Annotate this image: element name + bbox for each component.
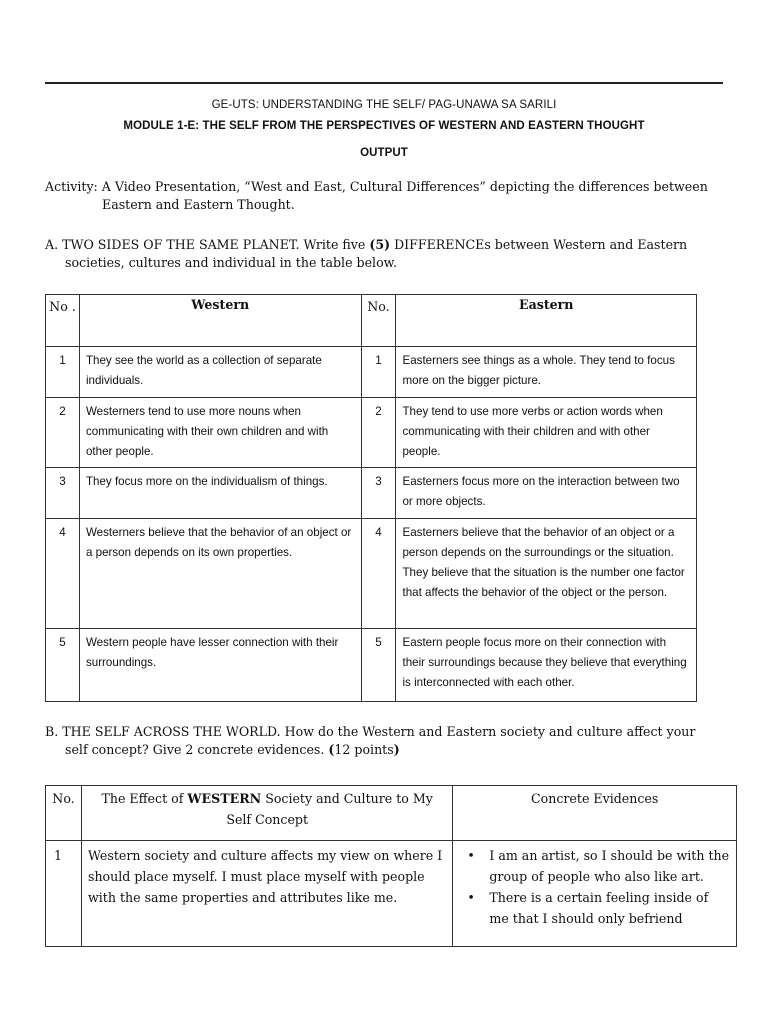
evidence-list <box>459 845 730 929</box>
course-title: GE-UTS: UNDERSTANDING THE SELF/ PAG-UNAWA SA SARILI <box>211 99 557 111</box>
section-b-points: 12 points <box>334 742 394 757</box>
eastern-cell: They tend to use more verbs or action words when communicating with their children and with other people. <box>396 398 697 468</box>
row-number: 4 <box>46 519 80 629</box>
eastern-cell: Easterners see things as a whole. They tend to focus more on the bigger picture. <box>396 347 697 398</box>
row-number: 3 <box>361 468 396 519</box>
row-number: 4 <box>361 519 396 629</box>
section-b-line-1: B. THE SELF ACROSS THE WORLD. How do the Western and Eastern society and culture affect your <box>45 724 696 739</box>
western-cell: They focus more on the individualism of things. <box>79 468 361 519</box>
module-title: MODULE 1-E: THE SELF FROM THE PERSPECTIVES OF WESTERN AND EASTERN THOUGHT <box>123 120 645 132</box>
section-a-count: (5) <box>369 237 391 252</box>
eastern-cell: Easterners believe that the behavior of an object or a person depends on the surroundings or the situation. They believe that the situation is the number one factor that affects the behavior of the object or the person. <box>396 519 697 629</box>
differences-table <box>45 294 697 702</box>
table-row <box>46 468 697 519</box>
row-number: 5 <box>361 629 396 702</box>
row-number: 1 <box>46 841 82 947</box>
header-rule <box>45 82 723 84</box>
row-number: 2 <box>361 398 396 468</box>
header-no-eastern: No. <box>361 295 396 347</box>
eastern-cell: Easterners focus more on the interaction between two or more objects. <box>396 468 697 519</box>
header-western: Western <box>79 295 361 347</box>
output-heading: OUTPUT <box>360 147 408 159</box>
row-number: 5 <box>46 629 80 702</box>
table-header-row <box>46 295 697 347</box>
section-a-instructions <box>45 236 725 272</box>
table-row <box>46 841 737 947</box>
header-no-western: No . <box>46 295 80 347</box>
row-number: 1 <box>46 347 80 398</box>
header-effect <box>81 786 452 841</box>
row-number: 2 <box>46 398 80 468</box>
self-concept-table <box>45 785 737 947</box>
effect-cell: Western society and culture affects my view on where I should place myself. I must place myself with people with the same properties and attributes like me. <box>81 841 452 947</box>
western-cell: Westerners tend to use more nouns when communicating with their own children and with other people. <box>79 398 361 468</box>
list-item: • There is a certain feeling inside of me that I should only befriend <box>489 887 730 929</box>
table-row <box>46 629 697 702</box>
table-row <box>46 398 697 468</box>
section-a-prefix: A. TWO SIDES OF THE SAME PLANET. Write five <box>45 237 370 252</box>
table-row <box>46 347 697 398</box>
table-header-row <box>46 786 737 841</box>
section-b-line-2: self concept? Give 2 concrete evidences. <box>65 742 329 757</box>
header-effect-western: WESTERN <box>187 791 262 806</box>
section-a-suffix: DIFFERENCEs between Western and Eastern <box>390 237 688 252</box>
list-item: • I am an artist, so I should be with the group of people who also like art. <box>489 845 730 887</box>
section-b-open-paren: ( <box>328 742 335 757</box>
header-no: No. <box>46 786 82 841</box>
section-b-instructions <box>45 723 725 759</box>
section-b-close-paren: ) <box>393 742 400 757</box>
section-a-line-2: societies, cultures and individual in the table below. <box>65 255 397 270</box>
row-number: 1 <box>361 347 396 398</box>
western-cell: They see the world as a collection of separate individuals. <box>79 347 361 398</box>
header-eastern: Eastern <box>396 295 697 347</box>
table-row <box>46 519 697 629</box>
eastern-cell: Eastern people focus more on their connection with their surroundings because they believe that everything is interconnected with each other. <box>396 629 697 702</box>
western-cell: Westerners believe that the behavior of an object or a person depends on its own properties. <box>79 519 361 629</box>
western-cell: Western people have lesser connection with their surroundings. <box>79 629 361 702</box>
evidence-cell <box>453 841 737 947</box>
activity-paragraph <box>45 178 725 214</box>
header-evidences: Concrete Evidences <box>453 786 737 841</box>
activity-line-2: Eastern and Eastern Thought. <box>102 197 295 212</box>
header-effect-prefix: The Effect of <box>101 791 188 806</box>
activity-line-1: Activity: A Video Presentation, “West and East, Cultural Differences” depicting the differences between <box>45 179 708 194</box>
header-effect-suffix: Society and Culture to My Self Concept <box>226 791 433 827</box>
row-number: 3 <box>46 468 80 519</box>
